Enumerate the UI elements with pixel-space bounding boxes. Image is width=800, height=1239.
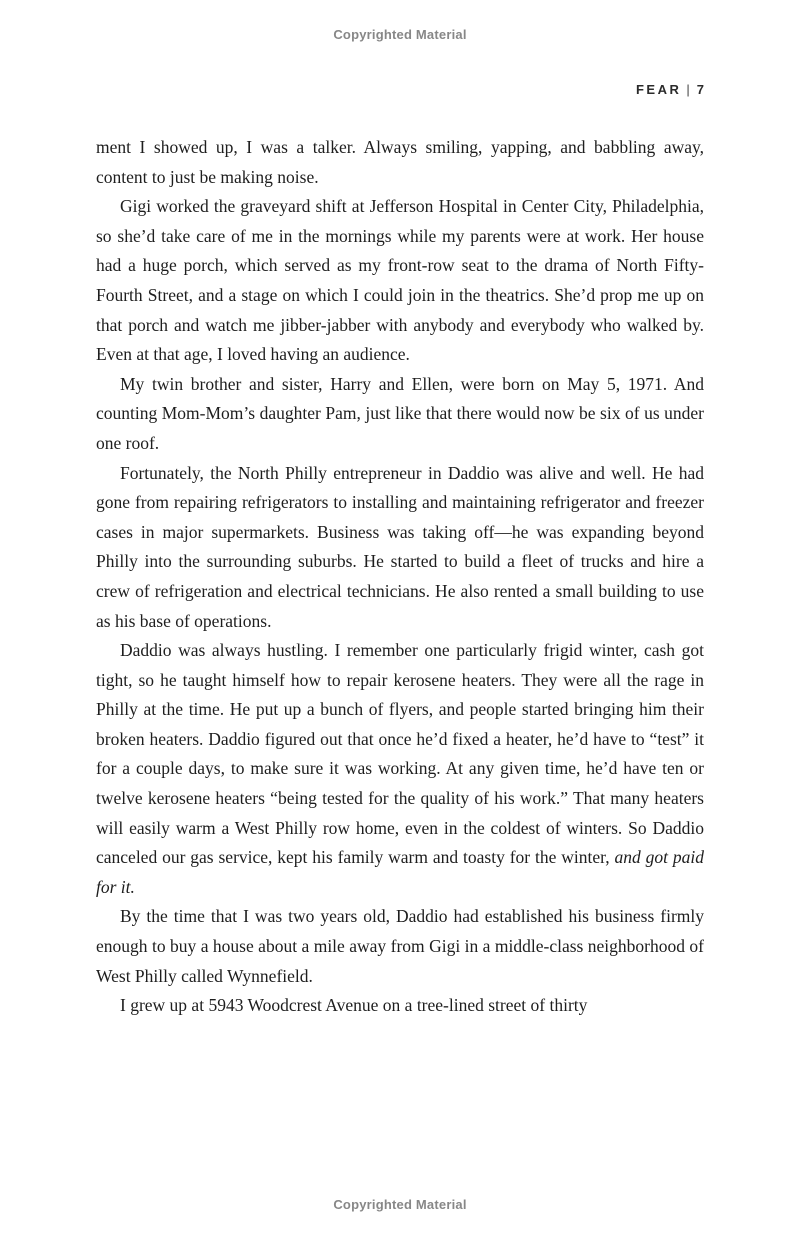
paragraph: I grew up at 5943 Woodcrest Avenue on a tree-lined street of thirty <box>120 995 588 1016</box>
chapter-title: FEAR <box>635 82 682 97</box>
body-text <box>96 133 704 1021</box>
copyright-notice-bottom: Copyrighted Material <box>333 1197 467 1212</box>
paragraph-text: Daddio was always hustling. I remember one particularly frigid winter, cash got tight, so he taught himself how to repair kerosene heaters. They were all the rage in Philly at the time. He put up a bunch of flyers, and people started bringing him their broken heaters. Daddio figured out that once he’d fixed a heater, he’d have to “test” it for a couple days, to make sure it was working. At any given time, he’d have ten or twelve kerosene heaters “being tested for the quality of his work.” That many heaters will easily warm a West Philly row home, even in the coldest of winters. So Daddio canceled our gas service, kept his family warm and toasty for the winter, <box>96 640 704 868</box>
copyright-notice-top: Copyrighted Material <box>333 27 467 42</box>
paragraph <box>96 636 704 902</box>
paragraph: ment I showed up, I was a talker. Always smiling, yapping, and babbling away, content to just be making noise. <box>96 137 704 187</box>
header-separator: | <box>686 82 690 97</box>
paragraph: Fortunately, the North Philly entrepreneur in Daddio was alive and well. He had gone from repairing refrigerators to installing and maintaining refrigerator and freezer cases in major supermarkets. Business was taking off—he was expanding beyond Philly into the surrounding suburbs. He started to build a fleet of trucks and hire a crew of refrigeration and electrical technicians. He also rented a small building to use as his base of operations. <box>96 462 704 631</box>
paragraph: By the time that I was two years old, Daddio had established his business firmly enough to buy a house about a mile away from Gigi in a middle-class neighborhood of West Philly called Wynnefield. <box>96 906 704 986</box>
paragraph: Gigi worked the graveyard shift at Jefferson Hospital in Center City, Philadelphia, so she’d take care of me in the mornings while my parents were at work. Her house had a huge porch, which served as my front-row seat to the drama of North Fifty-Fourth Street, and a stage on which I could join in the theatrics. She’d prop me up on that porch and watch me jibber-jabber with anybody and everybody who walked by. Even at that age, I loved having an audience. <box>96 196 704 365</box>
page-number: 7 <box>696 82 704 97</box>
paragraph-italic-text: and got paid for it. <box>96 847 704 897</box>
paragraph: My twin brother and sister, Harry and Ellen, were born on May 5, 1971. And counting Mom-Mom’s daughter Pam, just like that there would now be six of us under one roof. <box>96 373 704 453</box>
running-head <box>636 82 704 97</box>
